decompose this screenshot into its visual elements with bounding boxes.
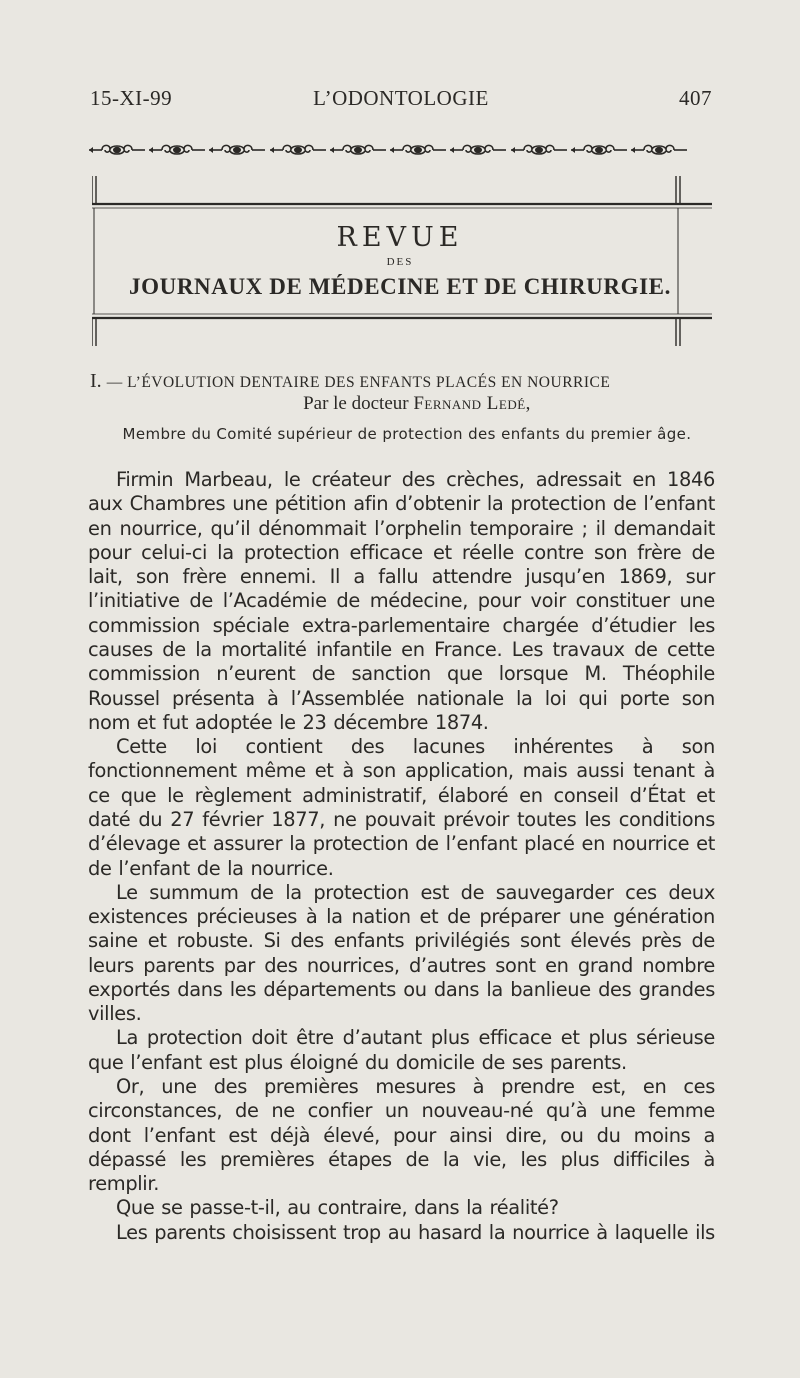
author-affiliation: Membre du Comité supérieur de protection des enfants du premier âge. — [122, 425, 692, 443]
ornament-band — [88, 138, 688, 162]
section-des: DES — [386, 256, 414, 268]
author-prefix: Par le docteur — [303, 393, 409, 414]
scroll-ornament-icon — [630, 141, 688, 159]
scroll-ornament-icon — [389, 141, 447, 159]
issue-date: 15-XI-99 — [90, 86, 173, 110]
paragraph-3: Le summum de la protection est de sauvegarder ces deux existences précieuses à la nation et de préparer une génération saine et robuste. Si des enfants privilégiés sont élevés près de leurs parents par des nourrices, d’autres sont en grand nombre exportés dans les départements ou dans la banlieue des grandes villes. — [88, 880, 715, 1026]
article-title — [90, 370, 715, 393]
scroll-ornament-icon — [510, 141, 568, 159]
paragraph-6: Que se passe-t-il, au contraire, dans la réalité? — [116, 1196, 559, 1220]
running-header — [90, 86, 712, 116]
scroll-ornament-icon — [88, 141, 146, 159]
scroll-ornament-icon — [269, 141, 327, 159]
section-revue: REVUE — [336, 222, 464, 253]
paragraph-7: Les parents choisissent trop au hasard la nourrice à laquelle ils — [116, 1220, 715, 1244]
paragraph-1: Firmin Marbeau, le créateur des crèches, adressait en 1846 aux Chambres une pétition afin d’obtenir la protection de l’enfant en nourrice, qu’il dénommait l’orphelin temporaire ; il demandait pour celui-ci la protection efficace et réelle contre son frère de lait, son frère ennemi. Il a fallu attendre jusqu’en 1869, sur l’initiative de l’Académie de médecine, pour voir constituer une commission spéciale extra-parlementaire chargée d’étudier les causes de la mortalité infantile en France. Les travaux de cette commission n’eurent de sanction que lorsque M. Théophile Roussel présenta à l’Assemblée nationale la loi qui porte son nom et fut adoptée le 23 décembre 1874. — [88, 468, 715, 734]
paragraph-4: La protection doit être d’autant plus efficace et plus sérieuse que l’enfant est plus éloigné du domicile de ses parents. — [88, 1026, 715, 1074]
scroll-ornament-icon — [449, 141, 507, 159]
article-body — [88, 468, 715, 1245]
article-number: I. — [90, 370, 102, 392]
author-name: Fernand Ledé, — [413, 393, 531, 414]
journal-title: L’ODONTOLOGIE — [313, 86, 489, 110]
paragraph-5: Or, une des premières mesures à prendre est, en ces circonstances, de ne confier un nouveau-né qu’à une femme dont l’enfant est déjà élevé, pour ainsi dire, ou du moins a dépassé les premières étapes de la vie, les plus difficiles à remplir. — [88, 1075, 715, 1196]
scroll-ornament-icon — [570, 141, 628, 159]
section-title: JOURNAUX DE MÉDECINE ET DE CHIRURGIE. — [129, 274, 671, 299]
scroll-ornament-icon — [148, 141, 206, 159]
article-author — [0, 393, 800, 415]
scroll-ornament-icon — [329, 141, 387, 159]
paragraph-2: Cette loi contient des lacunes inhérentes à son fonctionnement même et à son application, mais aussi tenant à ce que le règlement administratif, élaboré en conseil d’État et daté du 27 février 1877, ne pouvait prévoir toutes les conditions d’élevage et assurer la protection de l’enfant placé en nourrice et de l’enfant de la nourrice. — [88, 735, 715, 880]
page-number: 407 — [679, 86, 712, 110]
scroll-ornament-icon — [208, 141, 266, 159]
article-title-text: — L’ÉVOLUTION DENTAIRE DES ENFANTS PLACÉS EN NOURRICE — [106, 374, 611, 391]
